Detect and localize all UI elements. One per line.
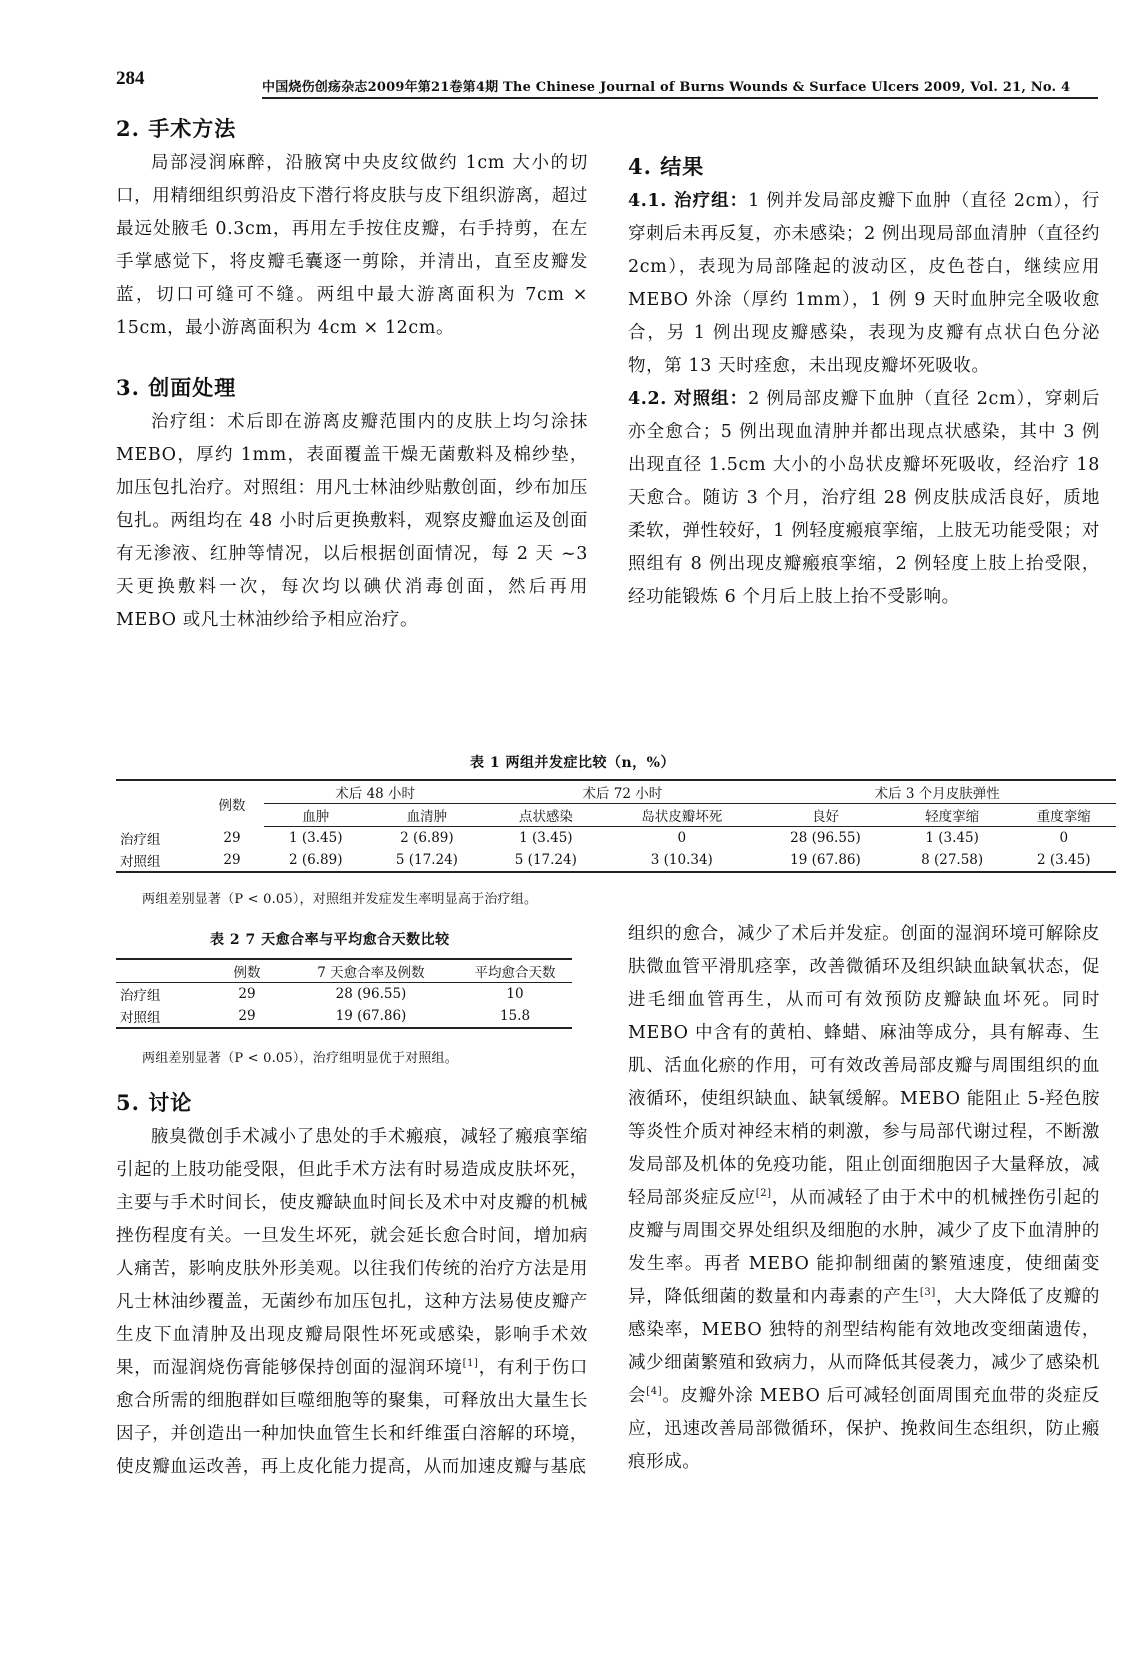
table-cell: 29 [223,829,241,846]
citation-4: [4] [646,1386,663,1398]
table-1-sub-header: 良好 [758,804,892,827]
table-1-caption: 表 1 两组并发症比较（n，%） [470,755,675,771]
table-cell: 5 (17.24) [514,852,577,868]
table-1-note: 两组差别显著（P < 0.05），对照组并发症发生率明显高于治疗组。 [142,892,538,907]
discussion-text: ，大大降低了皮瓣的感染率，MEBO 独特的剂型结构能有效地改变细菌遗传，减少细菌繁殖和致病力，从而降低其侵袭力，减少了感染机会 [628,1287,1100,1406]
table-cell: 1 (3.45) [288,830,343,846]
table-1-row-label: 对照组 [120,854,161,870]
table-2-header: 例数 [210,959,284,983]
table-cell: 29 [238,1008,256,1024]
discussion-text: ，有利于伤口愈合所需的细胞群如巨噬细胞等的聚集，可释放出大量生长因子，并创造出一种加快血管生长和纤维蛋白溶解的环境，使皮瓣血运改善，再上皮化能力提高，从而加速皮瓣与基底 [116,1358,588,1477]
discussion-text: ，从而减轻了由于术中的机械挫伤引起的皮瓣与周围交界处组织及细胞的水肿，减少了皮下血清肿的发生率。再者 MEBO 能抑制细菌的繁殖速度，使细菌变异，降低细菌的数量和内毒素的产生 [628,1188,1100,1307]
table-row [116,827,1116,850]
right-column-lower [628,918,1100,1479]
table-cell: 19 (67.86) [335,1008,407,1024]
table-cell: 28 (96.55) [790,830,861,846]
table-cell: 5 (17.24) [395,852,458,868]
table-cell: 19 (67.86) [790,852,861,868]
table-1-sub-header: 点状感染 [486,804,605,827]
section-4-1-text: 1 例并发局部皮瓣下血肿（直径 2cm），行穿刺后未再反复，亦未感染；2 例出现局部血清肿（直径约 2cm），表现为局部隆起的波动区，皮色苍白，继续应用 MEBO 外涂（厚约 1mm），1 例 9 天时血肿完全吸收愈合，另 1 例出现皮瓣感染，表现为皮瓣有点状白色分泌物，第 13 天时痊愈，未出现皮瓣坏死吸收。 [628,191,1100,376]
section-2-paragraph: 局部浸润麻醉，沿腋窝中央皮纹做约 1cm 大小的切口，用精细组织剪沿皮下潜行将皮肤与皮下组织游离，超过最远处腋毛 0.3cm，再用左手按住皮瓣，右手持剪，在左手掌感觉下，将皮瓣毛囊逐一剪除，并清出，直至皮瓣发蓝，切口可缝可不缝。两组中最大游离面积为 7cm × 15cm，最小游离面积为 4cm × 12cm。 [116,153,588,338]
table-cell: 10 [506,986,524,1002]
left-column-lower [116,1086,588,1484]
table-1-sub-header: 血肿 [264,804,367,827]
table-1-group-3m: 术后 3 个月皮肤弹性 [758,780,1116,804]
section-3-title: 3. 创面处理 [116,375,237,400]
page-number: 284 [116,68,145,89]
table-2-header-row [116,959,572,983]
section-3-paragraph: 治疗组：术后即在游离皮瓣范围内的皮肤上均匀涂抹 MEBO，厚约 1mm，表面覆盖干燥无菌敷料及棉纱垫，加压包扎治疗。对照组：用凡士林油纱贴敷创面，纱布加压包扎。两组均在 48 小时后更换敷料，观察皮瓣血运及创面有无渗液、红肿等情况，以后根据创面情况，每 2 天 ~3 天更换敷料一次，每次均以碘伏消毒创面，然后再用 MEBO 或凡士林油纱给予相应治疗。 [116,412,588,630]
table-cell: 8 (27.58) [921,852,984,868]
table-2-header: 平均愈合天数 [458,959,572,983]
table-2-row-label: 治疗组 [120,988,161,1004]
section-4-1-label: 4.1. 治疗组： [628,191,749,211]
table-cell: 15.8 [499,1008,531,1024]
table-2-header: 7 天愈合率及例数 [284,959,458,983]
table-cell: 29 [238,986,256,1002]
table-cell: 28 (96.55) [335,986,407,1002]
table-1-group-72h: 术后 72 小时 [486,780,758,804]
table-1-group-48h: 术后 48 小时 [264,780,486,804]
table-cell: 1 (3.45) [925,830,979,846]
table-2-caption: 表 2 7 天愈合率与平均愈合天数比较 [210,932,450,948]
table-cell: 0 [677,830,687,846]
table-1-header-row-2 [116,804,1116,827]
discussion-paragraph-right [628,918,1100,1479]
table-2-corner [116,959,210,983]
table-cell: 2 (3.45) [1037,852,1091,868]
citation-3: [3] [919,1287,936,1299]
discussion-paragraph-left [116,1121,588,1484]
running-head: 中国烧伤创疡杂志2009年第21卷第4期 The Chinese Journal of Burns Wounds & Surface Ulcers 2009, Vol. 21, No. 4 [262,76,1098,99]
table-1-row-label: 治疗组 [120,831,161,848]
section-4-2-label: 4.2. 对照组： [628,389,749,409]
table-2 [116,958,572,1029]
section-4-2 [628,383,1100,614]
citation-1: [1] [462,1358,479,1370]
section-4-2-text: 2 例局部皮瓣下血肿（直径 2cm），穿刺后亦全愈合；5 例出现血清肿并都出现点状感染，其中 3 例出现直径 1.5cm 大小的小岛状皮瓣坏死吸收，经治疗 18 天愈合。随访 3 个月，治疗组 28 例皮肤成活良好，质地柔软，弹性较好，1 例轻度瘢痕挛缩，上肢无功能受限；对照组有 8 例出现皮瓣瘢痕挛缩，2 例轻度上肢上抬受限，经功能锻炼 6 个月后上肢上抬不受影响。 [628,389,1100,607]
section-4-1 [628,185,1100,383]
right-column-upper [628,150,1100,614]
table-1-sub-header: 血清肿 [367,804,486,827]
table-cell: 1 (3.45) [519,830,573,846]
table-1-col-cases: 例数 [218,797,246,814]
table-row [116,1005,572,1028]
table-1-header-row-1 [116,780,1116,804]
table-row [116,849,1116,872]
table-cell: 0 [1059,830,1069,846]
left-column-upper [116,112,588,637]
table-1-corner [116,780,200,827]
discussion-text: 。皮瓣外涂 MEBO 后可减轻创面周围充血带的炎症反应，迅速改善局部微循环，保护、挽救间生态组织，防止瘢痕形成。 [628,1386,1100,1472]
section-5-title: 5. 讨论 [116,1090,193,1115]
table-1 [116,779,1116,873]
table-2-note: 两组差别显著（P < 0.05），治疗组明显优于对照组。 [142,1051,458,1066]
citation-2: [2] [755,1188,772,1200]
section-4-title: 4. 结果 [628,154,705,179]
table-1-sub-header: 岛状皮瓣坏死 [605,804,758,827]
table-1-sub-header: 轻度挛缩 [893,804,1012,827]
table-cell: 2 (6.89) [288,852,343,868]
table-cell: 3 (10.34) [650,852,713,868]
section-2-title: 2. 手术方法 [116,116,237,141]
table-cell: 2 (6.89) [400,830,454,846]
discussion-text: 腋臭微创手术减小了患处的手术瘢痕，减轻了瘢痕挛缩引起的上肢功能受限，但此手术方法有时易造成皮肤坏死，主要与手术时间长，使皮瓣缺血时间长及术中对皮瓣的机械挫伤程度有关。一旦发生坏死，就会延长愈合时间，增加病人痛苦，影响皮肤外形美观。以往我们传统的治疗方法是用凡士林油纱覆盖，无菌纱布加压包扎，这种方法易使皮瓣产生皮下血清肿及出现皮瓣局限性坏死或感染，影响手术效果，而湿润烧伤膏能够保持创面的湿润环境 [116,1127,588,1378]
table-1-sub-header: 重度挛缩 [1012,804,1116,827]
table-cell: 29 [223,852,241,868]
discussion-text: 组织的愈合，减少了术后并发症。创面的湿润环境可解除皮肤微血管平滑肌痉挛，改善微循环及组织缺血缺氧状态，促进毛细血管再生，从而可有效预防皮瓣缺血坏死。同时 MEBO 中含有的黄柏、蜂蜡、麻油等成分，具有解毒、生肌、活血化瘀的作用，可有效改善局部皮瓣与周围组织的血液循环，使组织缺血、缺氧缓解。MEBO 能阻止 5-羟色胺等炎性介质对神经末梢的刺激，参与局部代谢过程，不断激发局部及机体的免疫功能，阻止创面细胞因子大量释放，减轻局部炎症反应 [628,924,1100,1208]
table-row [116,983,572,1006]
table-2-row-label: 对照组 [120,1010,161,1026]
